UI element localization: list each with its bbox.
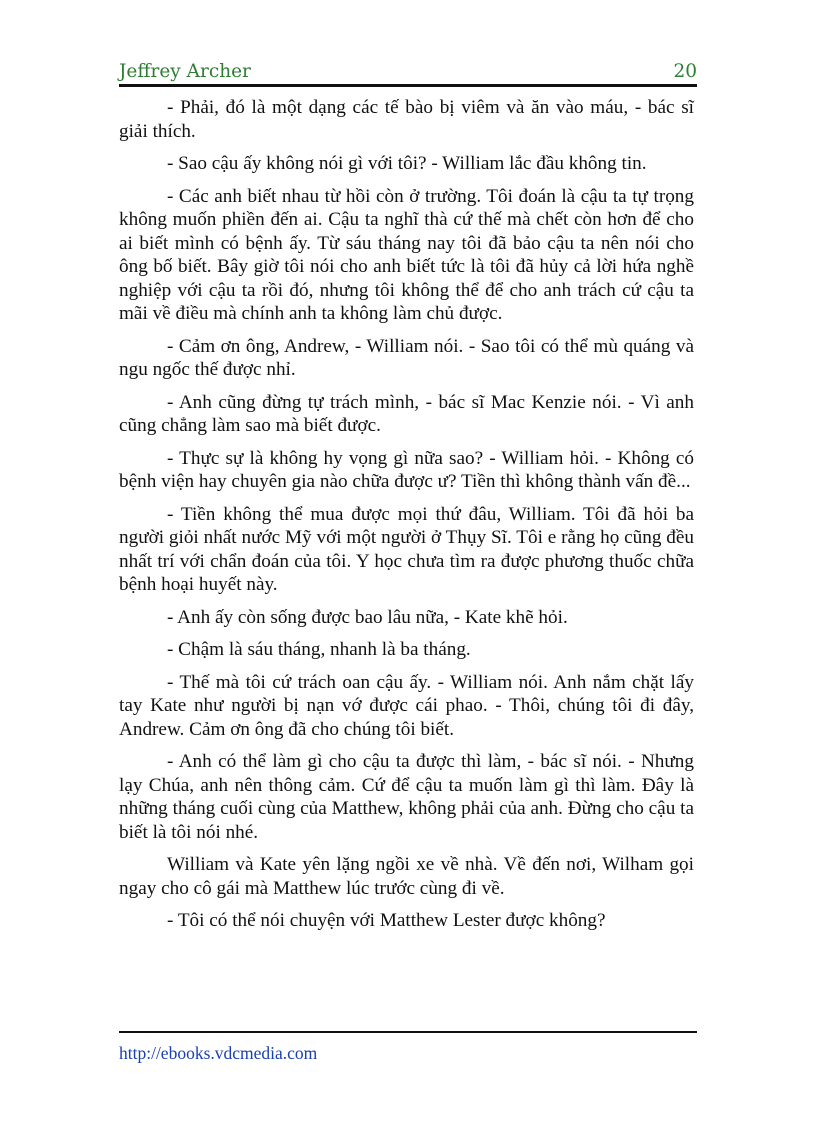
paragraph: - Thế mà tôi cứ trách oan cậu ấy. - William nói. Anh nắm chặt lấy tay Kate như người bị nạn vớ được cái phao. - Thôi, chúng tôi đi đây, Andrew. Cảm ơn ông đã cho chúng tôi biết. bbox=[119, 671, 694, 740]
paragraph: - Chậm là sáu tháng, nhanh là ba tháng. bbox=[167, 639, 471, 660]
header-divider bbox=[119, 84, 697, 87]
page-number: 20 bbox=[673, 61, 697, 82]
author-name: Jeffrey Archer bbox=[119, 61, 251, 82]
paragraph: - Sao cậu ấy không nói gì với tôi? - William lắc đầu không tin. bbox=[167, 153, 647, 174]
paragraph: - Anh cũng đừng tự trách mình, - bác sĩ Mac Kenzie nói. - Vì anh cũng chẳng làm sao mà biết được. bbox=[119, 391, 694, 436]
paragraph: - Thực sự là không hy vọng gì nữa sao? - William hỏi. - Không có bệnh viện hay chuyên gia nào chữa được ư? Tiền thì không thành vấn đề... bbox=[119, 447, 694, 492]
footer-divider bbox=[119, 1031, 697, 1033]
paragraph: - Tiền không thể mua được mọi thứ đâu, William. Tôi đã hỏi ba người giỏi nhất nước Mỹ với một người ở Thụy Sĩ. Tôi e rằng họ cũng đều nhất trí với chẩn đoán của tôi. Y học chưa tìm ra được phương thuốc chữa bệnh hoại huyết này. bbox=[119, 503, 694, 595]
paragraph: - Anh ấy còn sống được bao lâu nữa, - Kate khẽ hỏi. bbox=[167, 606, 568, 628]
footer-url-link[interactable]: http://ebooks.vdcmedia.com bbox=[119, 1043, 318, 1063]
paragraph: - Các anh biết nhau từ hồi còn ở trường. Tôi đoán là cậu ta tự trọng không muốn phiền đến ai. Cậu ta nghĩ thà cứ thế mà chết còn hơn để cho ai biết mình có bệnh ấy. Từ sáu tháng nay tôi đã bảo cậu ta nên nói cho ông bố biết. Bây giờ tôi nói cho anh biết tức là tôi đã hủy cả lời hứa nghề nghiệp với cậu ta rồi đó, nhưng tôi không thể để cho anh trách cứ cậu ta mãi về điều mà chính anh ta không làm chủ được. bbox=[119, 185, 694, 324]
paragraph: - Tôi có thể nói chuyện với Matthew Lester được không? bbox=[167, 910, 606, 931]
body-text bbox=[119, 96, 694, 942]
paragraph: - Anh có thể làm gì cho cậu ta được thì làm, - bác sĩ nói. - Nhưng lạy Chúa, anh nên thông cảm. Cứ để cậu ta muốn làm gì thì làm. Đây là những tháng cuối cùng của Matthew, không phải của anh. Đừng cho cậu ta biết là tôi nói nhé. bbox=[119, 751, 694, 843]
page-header bbox=[119, 60, 697, 84]
paragraph: - Phải, đó là một dạng các tế bào bị viêm và ăn vào máu, - bác sĩ giải thích. bbox=[119, 97, 694, 142]
paragraph: William và Kate yên lặng ngồi xe về nhà. Về đến nơi, Wilham gọi ngay cho cô gái mà Matthew lúc trước cùng đi về. bbox=[119, 854, 694, 899]
paragraph: - Cảm ơn ông, Andrew, - William nói. - Sao tôi có thể mù quáng và ngu ngốc thế được nhỉ. bbox=[119, 335, 694, 380]
